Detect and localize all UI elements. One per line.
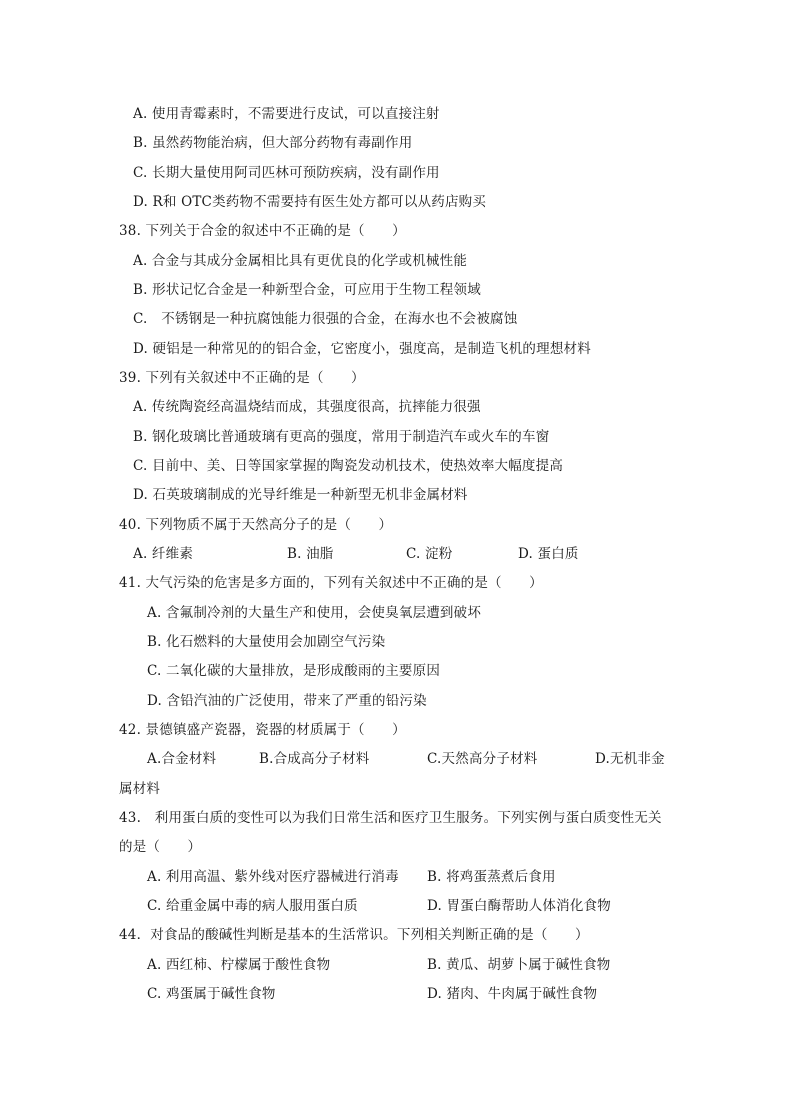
q37-option-c: C. 长期大量使用阿司匹林可预防疾病，没有副作用 [133,165,440,181]
q40-option-d: D. 蛋白质 [518,546,579,562]
q39-option-d: D. 石英玻璃制成的光导纤维是一种新型无机非金属材料 [133,487,468,503]
q43-option-b: B. 将鸡蛋蒸煮后食用 [427,869,556,885]
q39-option-b: B. 钢化玻璃比普通玻璃有更高的强度，常用于制造汽车或火车的车窗 [133,429,550,445]
q38-option-c: C. 不锈钢是一种抗腐蚀能力很强的合金，在海水也不会被腐蚀 [133,311,518,327]
q41-option-d: D. 含铅汽油的广泛使用，带来了严重的铅污染 [147,693,427,709]
q42-option-d: D.无机非金 [595,751,665,767]
q38-option-d: D. 硬铝是一种常见的的铝合金，它密度小，强度高，是制造飞机的理想材料 [133,341,591,357]
q39-option-a: A. 传统陶瓷经高温烧结而成，其强度很高，抗摔能力很强 [133,399,481,415]
q44-option-b: B. 黄瓜、胡萝卜属于碱性食物 [427,957,611,973]
q42-stem: 42. 景德镇盛产瓷器，瓷器的材质属于（ ） [119,722,406,738]
q44-option-d: D. 猪肉、牛肉属于碱性食物 [427,986,598,1002]
q39-option-c: C. 目前中、美、日等国家掌握的陶瓷发动机技术，使热效率大幅度提高 [133,458,564,474]
q40-option-b: B. 油脂 [287,546,334,562]
q43-option-c: C. 给重金属中毒的病人服用蛋白质 [147,898,358,914]
q43-option-a: A. 利用高温、紫外线对医疗器械进行消毒 [147,869,399,885]
q40-option-a: A. 纤维素 [133,546,194,562]
q38-option-a: A. 合金与其成分金属相比具有更优良的化学或机械性能 [133,253,468,269]
q38-option-b: B. 形状记忆合金是一种新型合金，可应用于生物工程领域 [133,282,481,298]
q41-stem: 41. 大气污染的危害是多方面的，下列有关叙述中不正确的是（ ） [119,575,543,591]
q42-option-a: A.合金材料 [147,751,217,767]
q43-stem: 43. 利用蛋白质的变性可以为我们日常生活和医疗卫生服务。下列实例与蛋白质变性无关 [119,810,662,826]
q43-option-d: D. 胃蛋白酶帮助人体消化食物 [427,898,611,914]
q37-option-d: D. R和 OTC类药物不需要持有医生处方都可以从药店购买 [133,194,487,210]
q37-option-b: B. 虽然药物能治病，但大部分药物有毒副作用 [133,135,413,151]
q39-stem: 39. 下列有关叙述中不正确的是（ ） [119,370,365,386]
q40-option-c: C. 淀粉 [406,546,453,562]
q41-option-c: C. 二氧化碳的大量排放，是形成酸雨的主要原因 [147,663,441,679]
q42-option-d-continuation: 属材料 [119,781,161,797]
q38-stem: 38. 下列关于合金的叙述中不正确的是（ ） [119,223,406,239]
q42-option-b: B.合成高分子材料 [259,751,370,767]
q43-stem-continuation: 的是（ ） [119,839,202,855]
q37-option-a: A. 使用青霉素时，不需要进行皮试，可以直接注射 [133,106,440,122]
q40-stem: 40. 下列物质不属于天然高分子的是（ ） [119,517,393,533]
q42-option-c: C.天然高分子材料 [427,751,538,767]
q41-option-b: B. 化石燃料的大量使用会加剧空气污染 [147,634,386,650]
q41-option-a: A. 含氟制冷剂的大量生产和使用，会使臭氧层遭到破坏 [147,605,482,621]
q44-option-c: C. 鸡蛋属于碱性食物 [147,986,276,1002]
q44-option-a: A. 西红柿、柠檬属于酸性食物 [147,957,331,973]
q44-stem: 44．对食品的酸碱性判断是基本的生活常识。下列相关判断正确的是（ ） [119,927,589,943]
